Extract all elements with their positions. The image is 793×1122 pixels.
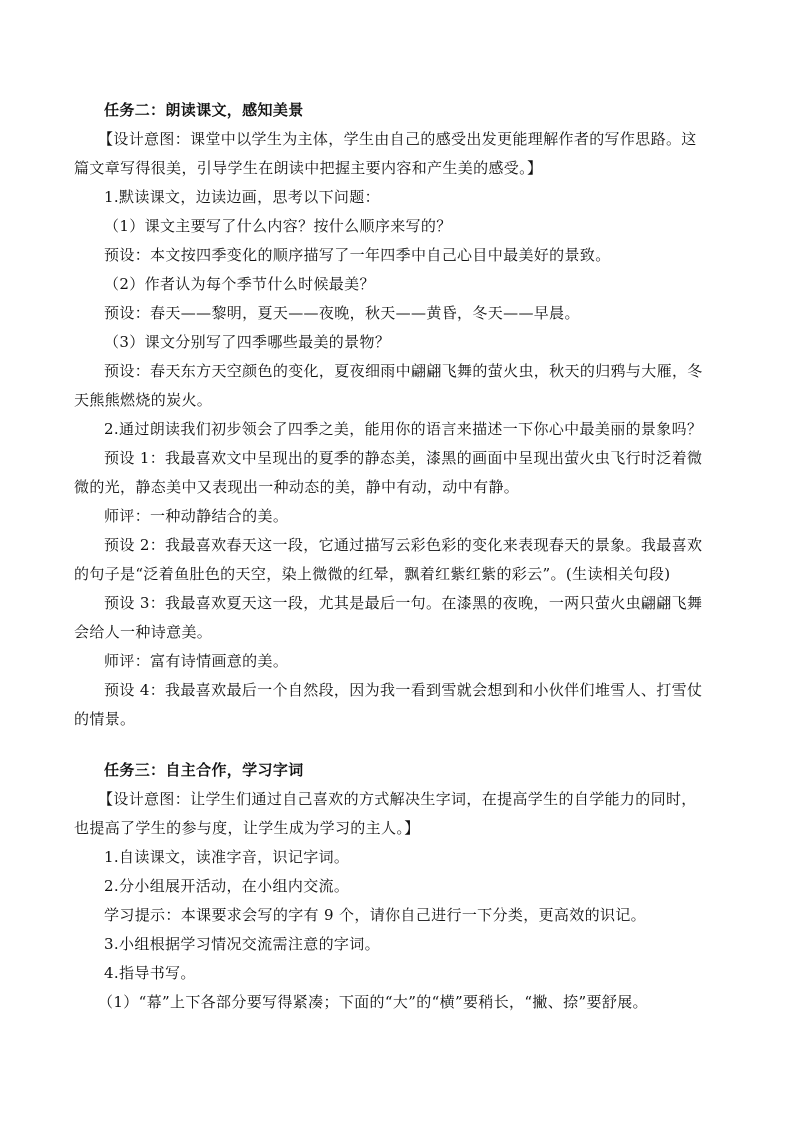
- task2-preset-2-line1: 预设 2：我最喜欢春天这一段，它通过描写云彩色彩的变化来表现春天的景象。我最喜欢: [104, 536, 703, 554]
- task2-question-1-2: （2）作者认为每个季节什么时候最美？: [104, 275, 375, 293]
- task2-preset-1-line1: 预设 1：我最喜欢文中呈现出的夏季的静态美，漆黑的画面中呈现出萤火虫飞行时泛着微: [104, 449, 703, 467]
- task3-step-1: 1.自读课文，读准字音，识记字词。: [104, 848, 350, 866]
- task2-preset-2-line2: 的句子是“泛着鱼肚色的天空，染上微微的红晕，飘着红紫红紫的彩云”。(生读相关句段): [74, 565, 671, 583]
- task3-step-4-1: （1）“幕”上下各部分要写得紧凑；下面的“大”的“横”要稍长，“撇、捺”要舒展。: [98, 993, 648, 1011]
- task2-answer-1-2: 预设：春天——黎明，夏天——夜晚，秋天——黄昏，冬天——早晨。: [104, 304, 580, 322]
- task2-answer-1-1: 预设：本文按四季变化的顺序描写了一年四季中自己心目中最美好的景致。: [104, 246, 611, 264]
- task3-intent-line2: 也提高了学生的参与度，让学生成为学习的主人。】: [74, 819, 420, 837]
- task2-preset-3-line2: 会给人一种诗意美。: [74, 623, 213, 641]
- task2-question-1-1: （1）课文主要写了什么内容？按什么顺序来写的？: [104, 217, 452, 235]
- task3-tip: 学习提示：本课要求会写的字有 9 个，请你自己进行一下分类，更高效的识记。: [104, 906, 647, 924]
- task3-intent-line1: 【设计意图：让学生们通过自己喜欢的方式解决生字词，在提高学生的自学能力的同时，: [98, 790, 697, 808]
- task2-question-2: 2.通过朗读我们初步领会了四季之美，能用你的语言来描述一下你心中最美丽的景象吗？: [104, 420, 703, 438]
- task2-answer-1-3-line2: 天熊熊燃烧的炭火。: [74, 391, 213, 409]
- task2-question-1-3: （3）课文分别写了四季哪些最美的景物？: [104, 333, 391, 351]
- task2-preset-4-line1: 预设 4：我最喜欢最后一个自然段，因为我一看到雪就会想到和小伙伴们堆雪人、打雪仗: [104, 681, 703, 699]
- task3-step-3: 3.小组根据学习情况交流需注意的字词。: [104, 935, 380, 953]
- task2-intent-line1: 【设计意图：课堂中以学生为主体，学生由自己的感受出发更能理解作者的写作思路。这: [98, 130, 697, 148]
- task2-preset-3-line1: 预设 3：我最喜欢夏天这一段，尤其是最后一句。在漆黑的夜晚，一两只萤火虫翩翩飞舞: [104, 594, 703, 612]
- section-gap: [74, 734, 729, 756]
- task3-step-2: 2.分小组展开活动，在小组内交流。: [104, 877, 350, 895]
- task2-comment-2: 师评：富有诗情画意的美。: [104, 652, 289, 670]
- task2-question-1: 1.默读课文，边读边画，思考以下问题：: [104, 188, 380, 206]
- task2-answer-1-3-line1: 预设：春天东方天空颜色的变化，夏夜细雨中翩翩飞舞的萤火虫，秋天的归鸦与大雁，冬: [104, 362, 703, 380]
- task3-heading: 任务三：自主合作，学习字词: [104, 761, 304, 779]
- task3-step-4: 4.指导书写。: [104, 964, 196, 982]
- task2-comment-1: 师评：一种动静结合的美。: [104, 507, 289, 525]
- task2-heading: 任务二：朗读课文，感知美景: [104, 101, 304, 119]
- task2-preset-1-line2: 微的光，静态美中又表现出一种动态的美，静中有动，动中有静。: [74, 478, 520, 496]
- task2-intent-line2: 篇文章写得很美，引导学生在朗读中把握主要内容和产生美的感受。】: [74, 159, 543, 177]
- task2-preset-4-line2: 的情景。: [74, 710, 136, 728]
